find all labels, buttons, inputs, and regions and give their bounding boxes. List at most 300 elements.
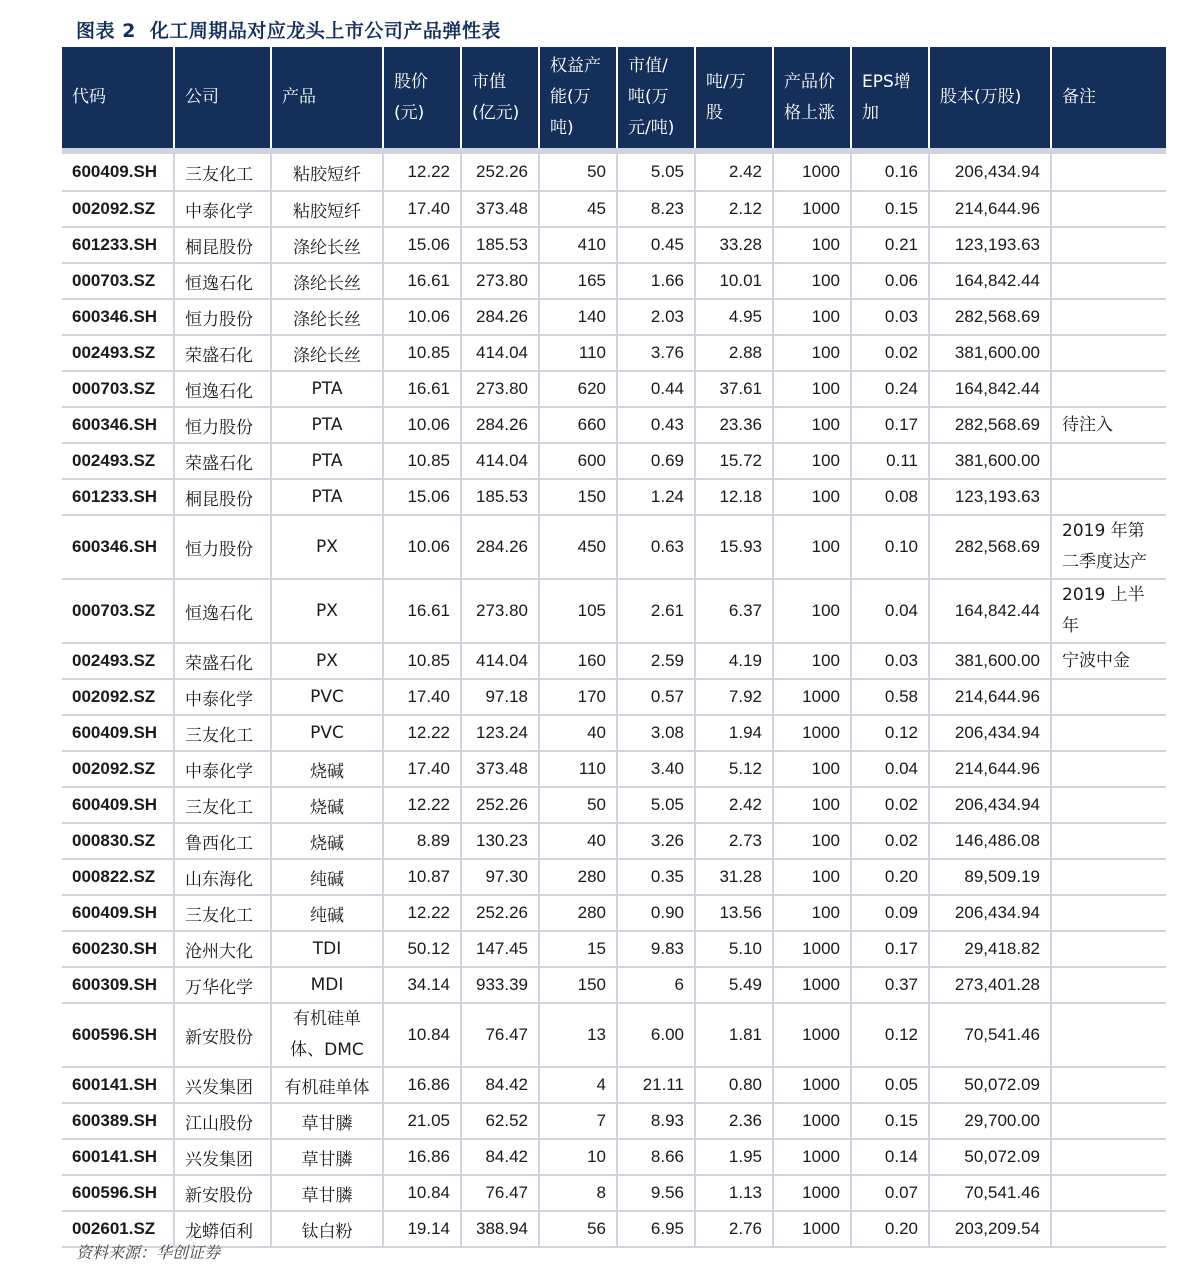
table-row xyxy=(62,227,1166,263)
cell-shares: 214,644.96 xyxy=(929,679,1051,715)
cell-product: PVC xyxy=(271,679,383,715)
cell-note xyxy=(1051,227,1166,263)
cell-eps: 0.02 xyxy=(851,787,929,823)
cell-price: 10.85 xyxy=(383,443,461,479)
cell-price-rise: 100 xyxy=(773,335,851,371)
table-row xyxy=(62,191,1166,227)
cell-shares: 282,568.69 xyxy=(929,407,1051,443)
cell-code: 002092.SZ xyxy=(62,751,174,787)
cell-shares: 89,509.19 xyxy=(929,859,1051,895)
cell-company: 恒力股份 xyxy=(174,515,271,579)
cell-price: 10.85 xyxy=(383,643,461,679)
cell-company: 龙蟒佰利 xyxy=(174,1211,271,1247)
cell-note xyxy=(1051,371,1166,407)
table-row xyxy=(62,515,1166,579)
cell-shares: 164,842.44 xyxy=(929,263,1051,299)
cell-product: 涤纶长丝 xyxy=(271,299,383,335)
cell-cap-per-ton: 3.40 xyxy=(617,751,695,787)
table-row xyxy=(62,479,1166,515)
cell-product: 烧碱 xyxy=(271,751,383,787)
cell-note xyxy=(1051,1003,1166,1067)
cell-price-rise: 100 xyxy=(773,643,851,679)
cell-market-cap: 62.52 xyxy=(461,1103,539,1139)
cell-price: 10.06 xyxy=(383,407,461,443)
cell-market-cap: 933.39 xyxy=(461,967,539,1003)
cell-shares: 70,541.46 xyxy=(929,1175,1051,1211)
cell-capacity: 8 xyxy=(539,1175,617,1211)
cell-price-rise: 100 xyxy=(773,579,851,643)
cell-code: 000703.SZ xyxy=(62,579,174,643)
cell-ton-per-share: 37.61 xyxy=(695,371,773,407)
cell-capacity: 150 xyxy=(539,479,617,515)
cell-ton-per-share: 5.12 xyxy=(695,751,773,787)
cell-price: 15.06 xyxy=(383,227,461,263)
cell-price-rise: 100 xyxy=(773,823,851,859)
cell-note xyxy=(1051,443,1166,479)
cell-market-cap: 414.04 xyxy=(461,643,539,679)
cell-company: 中泰化学 xyxy=(174,679,271,715)
cell-price-rise: 100 xyxy=(773,371,851,407)
cell-eps: 0.02 xyxy=(851,823,929,859)
cell-shares: 206,434.94 xyxy=(929,787,1051,823)
cell-price-rise: 1000 xyxy=(773,151,851,191)
cell-market-cap: 414.04 xyxy=(461,443,539,479)
table-row xyxy=(62,751,1166,787)
cell-shares: 273,401.28 xyxy=(929,967,1051,1003)
cell-note xyxy=(1051,895,1166,931)
cell-company: 恒逸石化 xyxy=(174,263,271,299)
cell-ton-per-share: 10.01 xyxy=(695,263,773,299)
cell-price: 10.84 xyxy=(383,1175,461,1211)
cell-price-rise: 100 xyxy=(773,299,851,335)
cell-eps: 0.20 xyxy=(851,1211,929,1247)
cell-eps: 0.12 xyxy=(851,715,929,751)
cell-price: 10.87 xyxy=(383,859,461,895)
cell-ton-per-share: 5.10 xyxy=(695,931,773,967)
cell-price-rise: 100 xyxy=(773,859,851,895)
cell-capacity: 105 xyxy=(539,579,617,643)
cell-price: 10.06 xyxy=(383,515,461,579)
header-cap-per-ton: 市值/吨(万元/吨) xyxy=(617,47,695,151)
cell-note: 2019 上半年 xyxy=(1051,579,1166,643)
cell-note: 待注入 xyxy=(1051,407,1166,443)
cell-company: 新安股份 xyxy=(174,1003,271,1067)
cell-price: 50.12 xyxy=(383,931,461,967)
cell-price: 17.40 xyxy=(383,751,461,787)
cell-product: PTA xyxy=(271,371,383,407)
cell-note xyxy=(1051,715,1166,751)
cell-code: 600409.SH xyxy=(62,151,174,191)
cell-eps: 0.16 xyxy=(851,151,929,191)
cell-code: 600409.SH xyxy=(62,715,174,751)
cell-eps: 0.12 xyxy=(851,1003,929,1067)
cell-note xyxy=(1051,263,1166,299)
cell-eps: 0.20 xyxy=(851,859,929,895)
cell-product: PTA xyxy=(271,479,383,515)
cell-product: PTA xyxy=(271,443,383,479)
table-row xyxy=(62,1139,1166,1175)
cell-company: 荣盛石化 xyxy=(174,643,271,679)
cell-product: 烧碱 xyxy=(271,787,383,823)
header-shares: 股本(万股) xyxy=(929,47,1051,151)
cell-ton-per-share: 2.88 xyxy=(695,335,773,371)
cell-note xyxy=(1051,859,1166,895)
header-code: 代码 xyxy=(62,47,174,151)
cell-price: 12.22 xyxy=(383,787,461,823)
cell-market-cap: 252.26 xyxy=(461,895,539,931)
cell-shares: 282,568.69 xyxy=(929,515,1051,579)
cell-capacity: 160 xyxy=(539,643,617,679)
cell-code: 000703.SZ xyxy=(62,263,174,299)
cell-eps: 0.04 xyxy=(851,579,929,643)
cell-company: 中泰化学 xyxy=(174,751,271,787)
cell-price: 12.22 xyxy=(383,895,461,931)
cell-market-cap: 130.23 xyxy=(461,823,539,859)
cell-market-cap: 147.45 xyxy=(461,931,539,967)
cell-cap-per-ton: 2.61 xyxy=(617,579,695,643)
cell-note: 2019 年第二季度达产 xyxy=(1051,515,1166,579)
cell-note xyxy=(1051,335,1166,371)
table-row xyxy=(62,931,1166,967)
cell-ton-per-share: 5.49 xyxy=(695,967,773,1003)
cell-eps: 0.07 xyxy=(851,1175,929,1211)
cell-note xyxy=(1051,751,1166,787)
cell-price: 16.61 xyxy=(383,371,461,407)
cell-price-rise: 100 xyxy=(773,751,851,787)
cell-cap-per-ton: 0.44 xyxy=(617,371,695,407)
cell-price-rise: 100 xyxy=(773,443,851,479)
cell-eps: 0.11 xyxy=(851,443,929,479)
cell-shares: 282,568.69 xyxy=(929,299,1051,335)
cell-capacity: 150 xyxy=(539,967,617,1003)
cell-price-rise: 1000 xyxy=(773,1103,851,1139)
cell-ton-per-share: 1.81 xyxy=(695,1003,773,1067)
cell-shares: 381,600.00 xyxy=(929,643,1051,679)
cell-price: 15.06 xyxy=(383,479,461,515)
cell-note xyxy=(1051,1139,1166,1175)
cell-product: 草甘膦 xyxy=(271,1103,383,1139)
cell-market-cap: 123.24 xyxy=(461,715,539,751)
cell-product: 纯碱 xyxy=(271,859,383,895)
cell-company: 三友化工 xyxy=(174,151,271,191)
cell-price-rise: 1000 xyxy=(773,931,851,967)
table-row xyxy=(62,1003,1166,1067)
cell-shares: 206,434.94 xyxy=(929,895,1051,931)
cell-capacity: 13 xyxy=(539,1003,617,1067)
cell-market-cap: 76.47 xyxy=(461,1175,539,1211)
cell-product: PX xyxy=(271,579,383,643)
cell-note xyxy=(1051,1211,1166,1247)
cell-market-cap: 84.42 xyxy=(461,1139,539,1175)
cell-product: 涤纶长丝 xyxy=(271,227,383,263)
cell-product: 有机硅单体 xyxy=(271,1067,383,1103)
cell-capacity: 110 xyxy=(539,335,617,371)
cell-shares: 146,486.08 xyxy=(929,823,1051,859)
cell-market-cap: 284.26 xyxy=(461,299,539,335)
figure-title xyxy=(76,16,501,43)
cell-code: 000822.SZ xyxy=(62,859,174,895)
cell-capacity: 280 xyxy=(539,859,617,895)
cell-eps: 0.04 xyxy=(851,751,929,787)
cell-company: 山东海化 xyxy=(174,859,271,895)
cell-ton-per-share: 2.12 xyxy=(695,191,773,227)
table-row xyxy=(62,967,1166,1003)
cell-code: 002493.SZ xyxy=(62,643,174,679)
cell-price-rise: 1000 xyxy=(773,1139,851,1175)
cell-eps: 0.37 xyxy=(851,967,929,1003)
cell-shares: 123,193.63 xyxy=(929,479,1051,515)
cell-company: 鲁西化工 xyxy=(174,823,271,859)
table-row xyxy=(62,859,1166,895)
table-row xyxy=(62,787,1166,823)
header-eps: EPS增加 xyxy=(851,47,929,151)
cell-capacity: 56 xyxy=(539,1211,617,1247)
cell-code: 600409.SH xyxy=(62,787,174,823)
cell-note xyxy=(1051,299,1166,335)
cell-ton-per-share: 31.28 xyxy=(695,859,773,895)
cell-cap-per-ton: 1.24 xyxy=(617,479,695,515)
cell-shares: 206,434.94 xyxy=(929,151,1051,191)
cell-company: 三友化工 xyxy=(174,895,271,931)
cell-company: 兴发集团 xyxy=(174,1067,271,1103)
cell-price: 34.14 xyxy=(383,967,461,1003)
cell-cap-per-ton: 0.35 xyxy=(617,859,695,895)
header-row xyxy=(62,47,1166,151)
cell-product: 烧碱 xyxy=(271,823,383,859)
cell-eps: 0.08 xyxy=(851,479,929,515)
cell-cap-per-ton: 5.05 xyxy=(617,151,695,191)
table-row xyxy=(62,895,1166,931)
cell-cap-per-ton: 6.00 xyxy=(617,1003,695,1067)
cell-market-cap: 97.18 xyxy=(461,679,539,715)
figure-label: 图表 2 xyxy=(76,20,136,42)
cell-note xyxy=(1051,479,1166,515)
cell-note xyxy=(1051,967,1166,1003)
cell-cap-per-ton: 3.26 xyxy=(617,823,695,859)
cell-product: 有机硅单体、DMC xyxy=(271,1003,383,1067)
cell-price: 17.40 xyxy=(383,191,461,227)
cell-company: 新安股份 xyxy=(174,1175,271,1211)
cell-capacity: 280 xyxy=(539,895,617,931)
cell-note xyxy=(1051,191,1166,227)
cell-cap-per-ton: 2.59 xyxy=(617,643,695,679)
cell-ton-per-share: 1.94 xyxy=(695,715,773,751)
cell-eps: 0.03 xyxy=(851,299,929,335)
cell-shares: 214,644.96 xyxy=(929,191,1051,227)
cell-company: 恒力股份 xyxy=(174,299,271,335)
cell-capacity: 110 xyxy=(539,751,617,787)
table-row xyxy=(62,643,1166,679)
cell-price-rise: 100 xyxy=(773,407,851,443)
cell-price: 10.06 xyxy=(383,299,461,335)
cell-capacity: 40 xyxy=(539,823,617,859)
cell-eps: 0.17 xyxy=(851,931,929,967)
table-row xyxy=(62,1175,1166,1211)
cell-cap-per-ton: 8.93 xyxy=(617,1103,695,1139)
cell-company: 桐昆股份 xyxy=(174,479,271,515)
cell-price-rise: 100 xyxy=(773,787,851,823)
cell-market-cap: 273.80 xyxy=(461,371,539,407)
cell-eps: 0.15 xyxy=(851,191,929,227)
cell-shares: 29,700.00 xyxy=(929,1103,1051,1139)
cell-cap-per-ton: 3.76 xyxy=(617,335,695,371)
cell-code: 600230.SH xyxy=(62,931,174,967)
cell-eps: 0.15 xyxy=(851,1103,929,1139)
cell-eps: 0.14 xyxy=(851,1139,929,1175)
cell-product: PTA xyxy=(271,407,383,443)
cell-cap-per-ton: 5.05 xyxy=(617,787,695,823)
table-row xyxy=(62,263,1166,299)
cell-market-cap: 185.53 xyxy=(461,227,539,263)
cell-code: 002601.SZ xyxy=(62,1211,174,1247)
cell-cap-per-ton: 0.90 xyxy=(617,895,695,931)
cell-product: MDI xyxy=(271,967,383,1003)
cell-company: 三友化工 xyxy=(174,787,271,823)
cell-capacity: 410 xyxy=(539,227,617,263)
cell-ton-per-share: 6.37 xyxy=(695,579,773,643)
cell-price-rise: 1000 xyxy=(773,1211,851,1247)
cell-market-cap: 252.26 xyxy=(461,151,539,191)
cell-ton-per-share: 2.76 xyxy=(695,1211,773,1247)
cell-product: 草甘膦 xyxy=(271,1139,383,1175)
cell-ton-per-share: 23.36 xyxy=(695,407,773,443)
cell-note xyxy=(1051,1067,1166,1103)
cell-product: 粘胶短纤 xyxy=(271,191,383,227)
cell-shares: 381,600.00 xyxy=(929,335,1051,371)
cell-note xyxy=(1051,1175,1166,1211)
cell-capacity: 450 xyxy=(539,515,617,579)
cell-note xyxy=(1051,823,1166,859)
cell-cap-per-ton: 1.66 xyxy=(617,263,695,299)
cell-ton-per-share: 4.95 xyxy=(695,299,773,335)
cell-eps: 0.06 xyxy=(851,263,929,299)
cell-price-rise: 1000 xyxy=(773,1067,851,1103)
cell-note xyxy=(1051,679,1166,715)
table-row xyxy=(62,407,1166,443)
cell-cap-per-ton: 0.57 xyxy=(617,679,695,715)
cell-shares: 70,541.46 xyxy=(929,1003,1051,1067)
cell-code: 600141.SH xyxy=(62,1139,174,1175)
cell-price: 16.86 xyxy=(383,1139,461,1175)
table-row xyxy=(62,299,1166,335)
cell-shares: 50,072.09 xyxy=(929,1139,1051,1175)
cell-market-cap: 185.53 xyxy=(461,479,539,515)
cell-cap-per-ton: 9.83 xyxy=(617,931,695,967)
cell-cap-per-ton: 8.23 xyxy=(617,191,695,227)
cell-price: 19.14 xyxy=(383,1211,461,1247)
cell-market-cap: 97.30 xyxy=(461,859,539,895)
cell-price-rise: 100 xyxy=(773,263,851,299)
cell-company: 恒力股份 xyxy=(174,407,271,443)
cell-shares: 214,644.96 xyxy=(929,751,1051,787)
cell-market-cap: 76.47 xyxy=(461,1003,539,1067)
cell-market-cap: 284.26 xyxy=(461,407,539,443)
elasticity-table xyxy=(62,47,1166,1248)
table-row xyxy=(62,823,1166,859)
header-product: 产品 xyxy=(271,47,383,151)
cell-code: 002493.SZ xyxy=(62,443,174,479)
cell-company: 沧州大化 xyxy=(174,931,271,967)
table-row xyxy=(62,679,1166,715)
cell-ton-per-share: 4.19 xyxy=(695,643,773,679)
cell-eps: 0.05 xyxy=(851,1067,929,1103)
cell-cap-per-ton: 0.69 xyxy=(617,443,695,479)
cell-ton-per-share: 2.36 xyxy=(695,1103,773,1139)
cell-market-cap: 84.42 xyxy=(461,1067,539,1103)
cell-price-rise: 100 xyxy=(773,515,851,579)
cell-price: 12.22 xyxy=(383,151,461,191)
cell-code: 600389.SH xyxy=(62,1103,174,1139)
cell-product: 涤纶长丝 xyxy=(271,263,383,299)
cell-product: PX xyxy=(271,643,383,679)
cell-product: TDI xyxy=(271,931,383,967)
cell-capacity: 600 xyxy=(539,443,617,479)
cell-company: 恒逸石化 xyxy=(174,371,271,407)
cell-code: 600346.SH xyxy=(62,299,174,335)
cell-price: 10.85 xyxy=(383,335,461,371)
cell-capacity: 140 xyxy=(539,299,617,335)
cell-ton-per-share: 2.42 xyxy=(695,787,773,823)
header-company: 公司 xyxy=(174,47,271,151)
cell-ton-per-share: 7.92 xyxy=(695,679,773,715)
cell-shares: 164,842.44 xyxy=(929,579,1051,643)
cell-capacity: 45 xyxy=(539,191,617,227)
cell-code: 600309.SH xyxy=(62,967,174,1003)
cell-price: 12.22 xyxy=(383,715,461,751)
table-row xyxy=(62,151,1166,191)
cell-capacity: 50 xyxy=(539,151,617,191)
header-price: 股价(元) xyxy=(383,47,461,151)
cell-shares: 123,193.63 xyxy=(929,227,1051,263)
cell-cap-per-ton: 9.56 xyxy=(617,1175,695,1211)
cell-company: 荣盛石化 xyxy=(174,335,271,371)
table-body xyxy=(62,151,1166,1247)
cell-market-cap: 284.26 xyxy=(461,515,539,579)
cell-price: 16.61 xyxy=(383,263,461,299)
cell-price-rise: 1000 xyxy=(773,715,851,751)
cell-note xyxy=(1051,931,1166,967)
source-note: 资料来源：华创证券 xyxy=(76,1243,221,1262)
cell-note xyxy=(1051,787,1166,823)
cell-ton-per-share: 2.42 xyxy=(695,151,773,191)
cell-cap-per-ton: 8.66 xyxy=(617,1139,695,1175)
table-row xyxy=(62,1067,1166,1103)
cell-cap-per-ton: 3.08 xyxy=(617,715,695,751)
cell-product: PX xyxy=(271,515,383,579)
cell-code: 600141.SH xyxy=(62,1067,174,1103)
cell-market-cap: 388.94 xyxy=(461,1211,539,1247)
cell-ton-per-share: 0.80 xyxy=(695,1067,773,1103)
header-ton-per-share: 吨/万股 xyxy=(695,47,773,151)
cell-shares: 29,418.82 xyxy=(929,931,1051,967)
cell-code: 000830.SZ xyxy=(62,823,174,859)
cell-code: 600596.SH xyxy=(62,1175,174,1211)
cell-company: 兴发集团 xyxy=(174,1139,271,1175)
cell-price-rise: 100 xyxy=(773,895,851,931)
cell-market-cap: 252.26 xyxy=(461,787,539,823)
cell-eps: 0.03 xyxy=(851,643,929,679)
cell-eps: 0.09 xyxy=(851,895,929,931)
cell-price: 21.05 xyxy=(383,1103,461,1139)
cell-note: 宁波中金 xyxy=(1051,643,1166,679)
table-row xyxy=(62,715,1166,751)
figure-title-text: 化工周期品对应龙头上市公司产品弹性表 xyxy=(149,20,501,42)
cell-product: 纯碱 xyxy=(271,895,383,931)
cell-code: 000703.SZ xyxy=(62,371,174,407)
cell-market-cap: 273.80 xyxy=(461,579,539,643)
cell-product: 粘胶短纤 xyxy=(271,151,383,191)
cell-ton-per-share: 1.13 xyxy=(695,1175,773,1211)
